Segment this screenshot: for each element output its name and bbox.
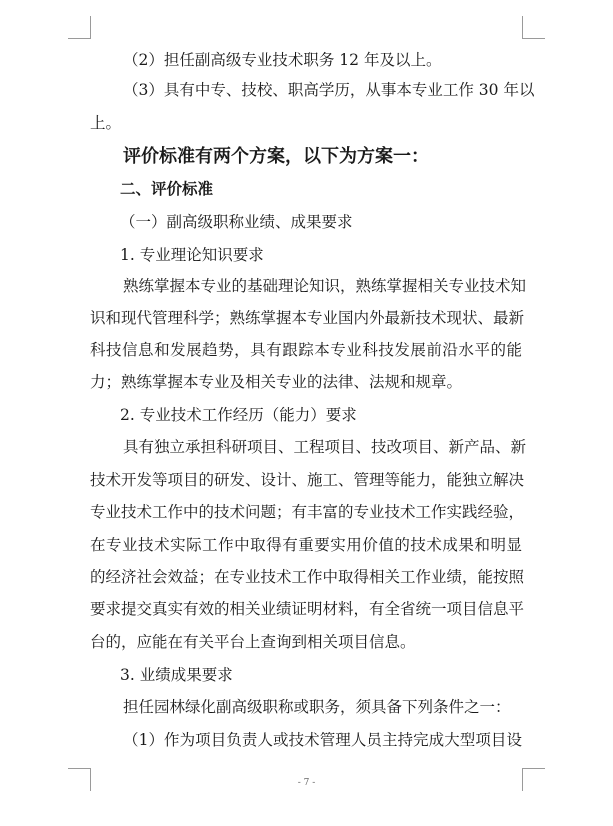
text-line: 担任园林绿化副高级职称或职务，须具备下列条件之一： [123,698,511,716]
item-heading: 1. 专业理论知识要求 [120,246,264,264]
subsection-heading: （一）副高级职称业绩、成果要求 [120,213,353,231]
text-line: （3）具有中专、技校、职高学历，从事本专业工作 30 年以 [123,81,535,99]
item-heading: 2. 专业技术工作经历（能力）要求 [120,406,357,424]
text-line: 技术开发等项目的研发、设计、施工、管理等能力，能独立解决 [90,471,525,489]
section-heading: 评价标准有两个方案，以下为方案一： [123,146,429,167]
text-line: 台的，应能在有关平台上查询到相关项目信息。 [90,633,416,651]
crop-mark-top-left [68,16,91,39]
section-heading: 二、评价标准 [120,179,214,198]
text-line: 专业技术工作中的技术问题；有丰富的专业技术工作实践经验， [90,503,525,521]
text-line: 在专业技术实际工作中取得有重要实用价值的技术成果和明显 [90,536,522,554]
page-number: - 7 - [297,778,316,788]
text-line: 熟练掌握本专业的基础理论知识，熟练掌握相关专业技术知 [123,277,527,295]
text-line: 科技信息和发展趋势，具有跟踪本专业科技发展前沿水平的能 [90,341,522,359]
text-line: 识和现代管理科学；熟练掌握本专业国内外最新技术现状、最新 [90,309,525,327]
item-heading: 3. 业绩成果要求 [120,666,233,684]
text-line: （1）作为项目负责人或技术管理人员主持完成大型项目设 [123,731,522,749]
crop-mark-top-right [522,16,545,39]
text-line: （2）担任副高级专业技术职务 12 年及以上。 [123,51,442,69]
text-line: 力；熟练掌握本专业及相关专业的法律、法规和规章。 [90,373,463,391]
text-line: 要求提交真实有效的相关业绩证明材料，有全省统一项目信息平 [90,600,525,618]
text-line: 上。 [90,114,122,132]
text-line: 具有独立承担科研项目、工程项目、技改项目、新产品、新 [123,438,527,456]
text-line: 的经济社会效益；在专业技术工作中取得相关工作业绩，能按照 [90,568,525,586]
